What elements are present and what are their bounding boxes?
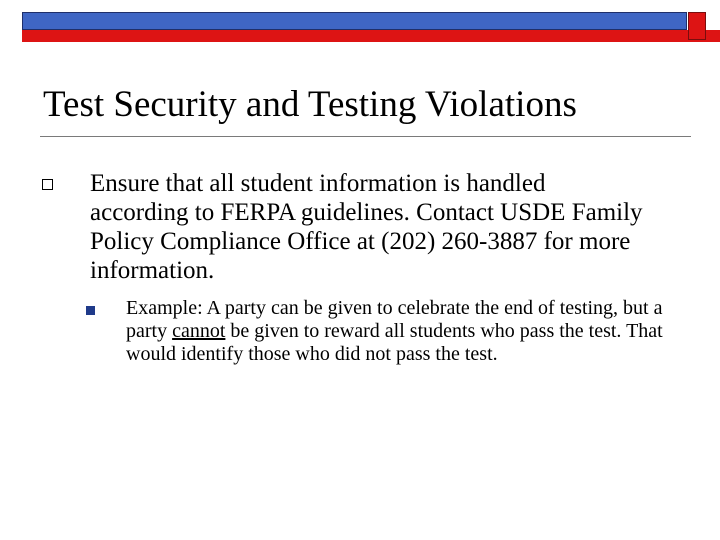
red-corner-block — [688, 12, 706, 40]
emphasis-word: cannot — [172, 320, 226, 342]
blue-stripe — [22, 12, 687, 30]
red-stripe — [22, 30, 720, 42]
title-divider — [40, 136, 691, 137]
sub-bullet-text — [126, 297, 686, 366]
sub-bullet-text-before: Example: A party can be given to celebrate the end of testing, but a party — [126, 297, 663, 342]
filled-square-icon — [86, 306, 95, 315]
slide-title: Test Security and Testing Violations — [43, 84, 577, 125]
hollow-square-icon — [42, 179, 53, 190]
decorative-top-bar — [0, 0, 720, 44]
sub-bullet-text-after: be given to reward all students who pass the test. That would identify those who did not pass the test. — [126, 320, 663, 365]
bullet-text: Ensure that all student information is handled according to FERPA guidelines. Contact USDE Family Policy Compliance Office at (202) 260-3887 for more information. — [90, 170, 643, 284]
